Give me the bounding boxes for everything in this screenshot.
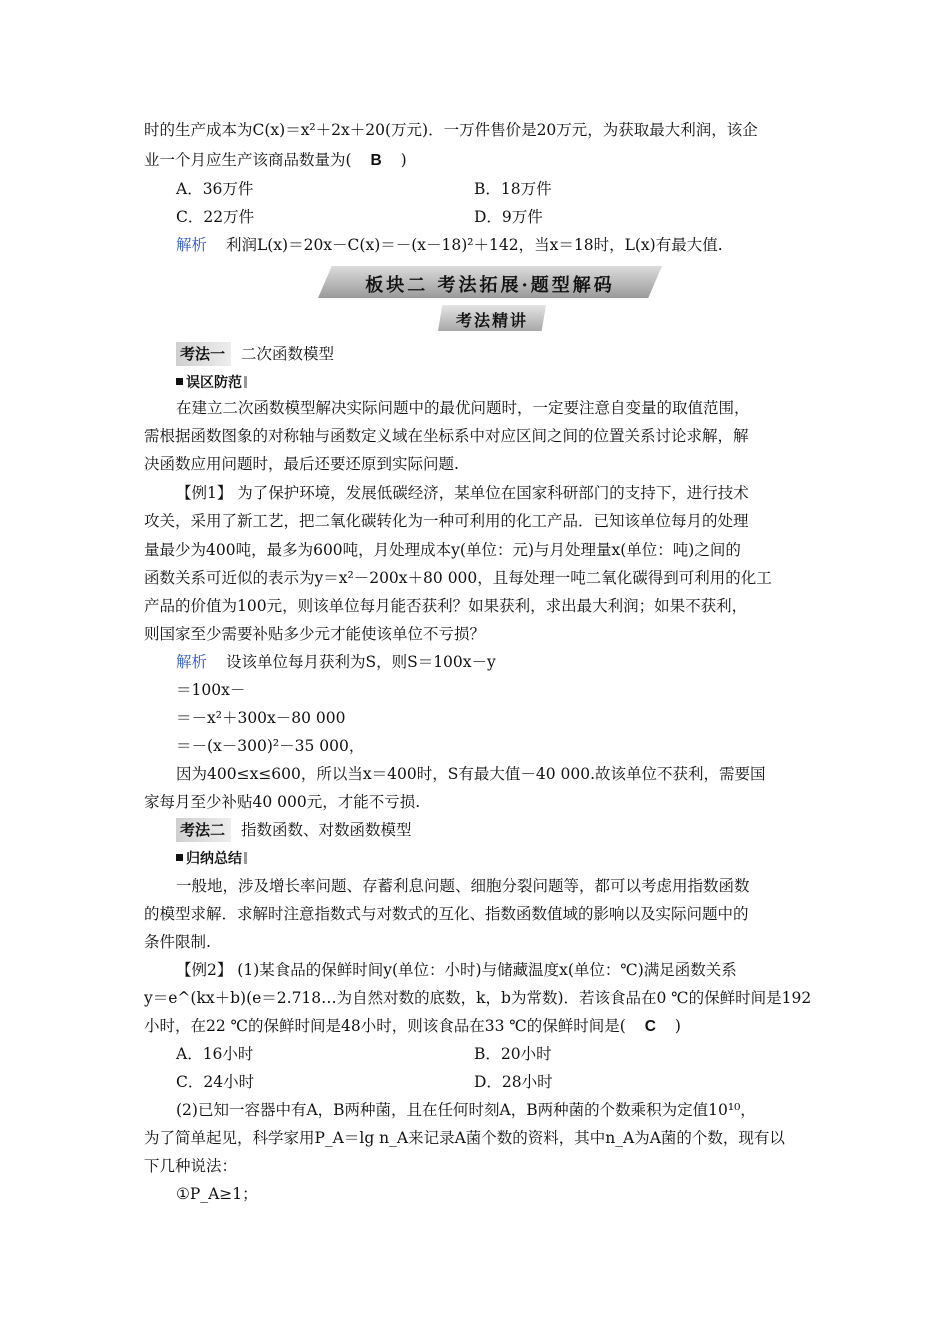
solution-step: 家每月至少补贴40 000元，才能不亏损. (144, 793, 421, 811)
option-d: D．9万件 (474, 208, 543, 226)
example-line: 则国家至少需要补贴多少元才能使该单位不亏损？ (144, 625, 486, 643)
paragraph-line: 需根据函数图象的对称轴与函数定义域在坐标系中对应区间之间的位置关系讨论求解，解 (144, 427, 749, 445)
solution-step: ＝－x²＋300x－80 000 (176, 709, 346, 727)
subhead-label: 误区防范 (186, 375, 242, 391)
method-tag-label: 考法二 (176, 818, 231, 842)
text-line: 小时，在22 ℃的保鲜时间是48小时，则该食品在33 ℃的保鲜时间是( (144, 1017, 626, 1035)
example-line: 【例2】 (1)某食品的保鲜时间y(单位：小时)与储藏温度x(单位：℃)满足函数关系 (176, 961, 737, 979)
solution-text: 设该单位每月获利为S，则S＝100x－y (225, 653, 496, 671)
answer-mark: B (370, 152, 382, 169)
section-banner (318, 266, 662, 298)
solution-step: ＝100x－ (176, 681, 246, 699)
example-line: 攻关，采用了新工艺，把二氧化碳转化为一种可利用的化工产品．已知该单位每月的处理 (144, 512, 749, 530)
option-a: A．16小时 (176, 1045, 254, 1063)
answer-mark: C (644, 1018, 656, 1035)
solution-label: 解析 (176, 653, 208, 671)
option-c: C．24小时 (176, 1073, 255, 1091)
text-line: 时的生产成本为C(x)＝x²＋2x＋20(万元)．一万件售价是20万元，为获取最大利润，该企 (144, 121, 758, 139)
question-stem (144, 1016, 681, 1037)
option-d: D．28小时 (474, 1073, 553, 1091)
question-stem (144, 150, 407, 171)
example-line: y＝e^(kx＋b)(e＝2.718…为自然对数的底数，k，b为常数)．若该食品在0 ℃的保鲜时间是192 (144, 989, 812, 1007)
question-line: 下几种说法： (144, 1157, 238, 1175)
solution-step: 因为400≤x≤600，所以当x＝400时，S有最大值－40 000.故该单位不获利，需要国 (176, 765, 766, 783)
section-banner-title: 板块二 考法拓展·题型解码 (365, 275, 615, 296)
question-line: (2)已知一容器中有A，B两种菌，且在任何时刻A，B两种菌的个数乘积为定值10¹⁰， (176, 1101, 756, 1119)
subhead-summary (176, 850, 247, 868)
method-tag-label: 考法一 (176, 342, 231, 366)
example-line: 【例1】 为了保护环境，发展低碳经济，某单位在国家科研部门的支持下，进行技术 (176, 484, 749, 502)
paragraph-line: 决函数应用问题时，最后还要还原到实际问题. (144, 455, 459, 473)
subsection-banner (438, 305, 546, 331)
method-title: 二次函数模型 (241, 345, 335, 363)
option-b: B．20小时 (474, 1045, 552, 1063)
solution-line (176, 652, 496, 672)
text-line: ) (674, 1017, 681, 1035)
option-a: A．36万件 (176, 180, 254, 198)
option-c: C．22万件 (176, 208, 255, 226)
text-line: ) (400, 151, 407, 169)
example-line: 函数关系可近似的表示为y＝x²－200x＋80 000，且每处理一吨二氧化碳得到可利用的化工 (144, 569, 772, 587)
solution-label: 解析 (176, 236, 208, 254)
subhead-label: 归纳总结 (186, 851, 242, 867)
method-tag-2 (176, 818, 412, 842)
statement-line: ①P_A≥1； (176, 1185, 258, 1203)
solution-step: ＝－(x－300)²－35 000， (176, 737, 365, 755)
subsection-banner-title: 考法精讲 (455, 311, 528, 330)
solution-text: 利润L(x)＝20x－C(x)＝－(x－18)²＋142，当x＝18时，L(x)有最大值. (225, 236, 723, 254)
text-line: 业一个月应生产该商品数量为( (144, 151, 352, 169)
paragraph-line: 条件限制. (144, 933, 211, 951)
paragraph-line: 一般地，涉及增长率问题、存蓄利息问题、细胞分裂问题等，都可以考虑用指数函数 (176, 877, 750, 895)
method-title: 指数函数、对数函数模型 (241, 821, 412, 839)
paragraph-line: 的模型求解．求解时注意指数式与对数式的互化、指数函数值域的影响以及实际问题中的 (144, 905, 749, 923)
example-line: 量最少为400吨，最多为600吨，月处理成本y(单位：元)与月处理量x(单位：吨)之间的 (144, 541, 741, 559)
method-tag-1 (176, 342, 334, 366)
example-line: 产品的价值为100元，则该单位每月能否获利？如果获利，求出最大利润；如果不获利， (144, 597, 748, 615)
question-line: 为了简单起见，科学家用P_A＝lg n_A来记录A菌个数的资料，其中n_A为A菌的个数，现有以 (144, 1129, 785, 1147)
subhead-pitfalls (176, 374, 247, 392)
option-b: B．18万件 (474, 180, 552, 198)
paragraph-line: 在建立二次函数模型解决实际问题中的最优问题时，一定要注意自变量的取值范围， (176, 399, 750, 417)
solution-line (176, 235, 723, 255)
